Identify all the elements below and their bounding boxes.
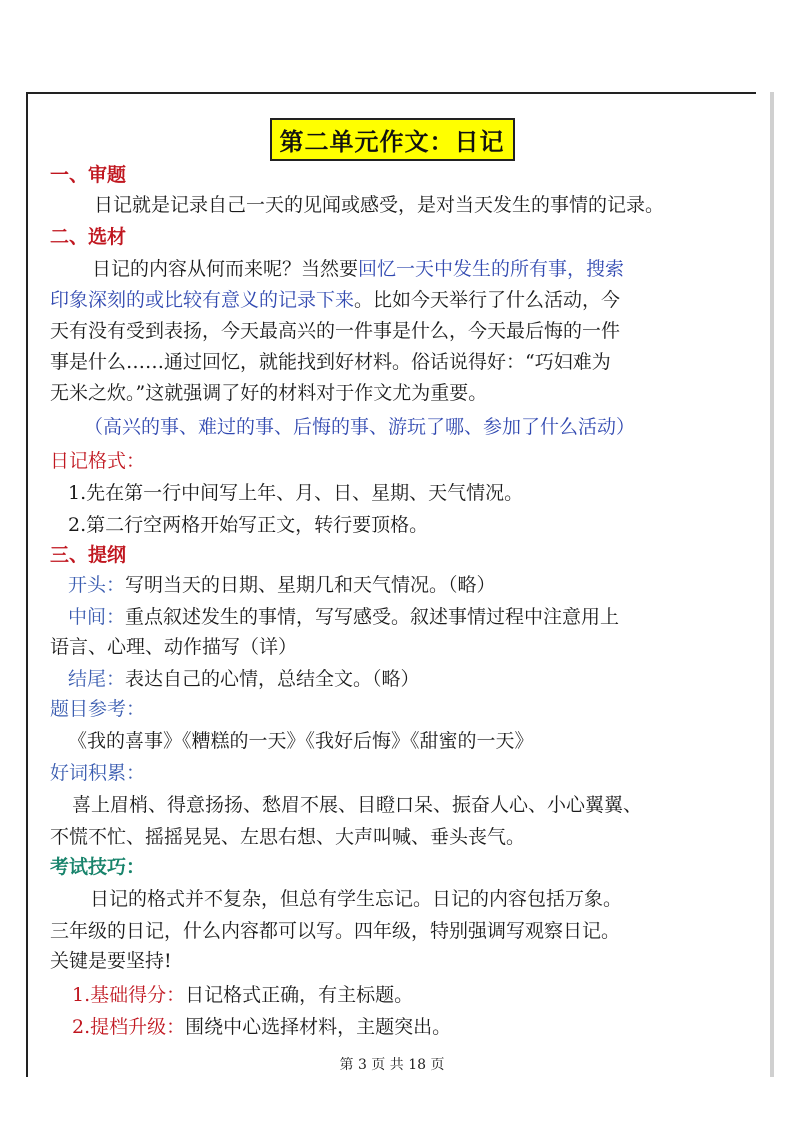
para-xuancai-2 [50, 285, 750, 315]
section-heading-1 [50, 160, 750, 190]
end-text: 表达自己的心情，总结全文。（略） [125, 668, 420, 690]
tips-para-3: 关键是要坚持! [50, 950, 172, 972]
tips-para-2: 三年级的日记，什么内容都可以写。四年级，特别强调写观察日记。 [50, 920, 621, 942]
highlight-span: 回忆一天中发生的所有事，搜索 [358, 258, 625, 280]
heading-shenti: 一、审题 [50, 164, 127, 186]
text-span: 日记的内容从何而来呢？当然要 [92, 258, 359, 280]
tip-item-1 [72, 980, 772, 1010]
document-page [26, 92, 756, 1077]
tip2-text: 围绕中心选择材料，主题突出。 [185, 1016, 452, 1038]
title-wrap [28, 118, 756, 161]
heading-xuancai: 二、选材 [50, 226, 127, 248]
words-label: 好词积累： [50, 762, 146, 784]
mid-text: 重点叙述发生的事情，写写感受。叙述事情过程中注意用上 [125, 606, 620, 628]
outline-open [68, 570, 768, 600]
mid-label: 中间： [68, 606, 126, 628]
section-heading-2 [50, 222, 750, 252]
page-edge-shadow [770, 92, 774, 1077]
examples-line: （高兴的事、难过的事、后悔的事、游玩了哪、参加了什么活动） [84, 416, 636, 438]
outline-mid [68, 602, 768, 632]
section-heading-3 [50, 540, 750, 570]
outline-mid-2: 语言、心理、动作描写（详） [50, 636, 298, 658]
format-label-line [50, 446, 750, 476]
format-item-1: 1.先在第一行中间写上年、月、日、星期、天气情况。 [68, 482, 524, 504]
tip2-label: 2.提档升级： [72, 1016, 186, 1038]
topics-label: 题目参考： [50, 698, 146, 720]
tips-label: 考试技巧： [50, 856, 146, 878]
highlight-span: 印象深刻的或比较有意义的记录下来 [50, 289, 355, 311]
heading-tigang: 三、提纲 [50, 544, 127, 566]
para-shenti: 日记就是记录自己一天的见闻或感受，是对当天发生的事情的记录。 [94, 194, 665, 216]
page-title: 第二单元作文：日记 [270, 118, 515, 161]
end-label: 结尾： [68, 668, 126, 690]
tips-para-1: 日记的格式并不复杂，但总有学生忘记。日记的内容包括万象。 [90, 888, 623, 910]
format-label: 日记格式： [50, 450, 146, 472]
para-xuancai-3: 天有没有受到表扬，今天最高兴的一件事是什么，今天最后悔的一件 [50, 320, 621, 342]
words-line-1: 喜上眉梢、得意扬扬、愁眉不展、目瞪口呆、振奋人心、小心翼翼、 [72, 794, 643, 816]
tip1-label: 1.基础得分： [72, 984, 186, 1006]
tip-item-2 [72, 1012, 772, 1042]
words-line-2: 不慌不忙、摇摇晃晃、左思右想、大声叫喊、垂头丧气。 [50, 826, 526, 848]
topics-label-line [50, 694, 750, 724]
open-label: 开头： [68, 574, 126, 596]
tips-label-line [50, 852, 750, 882]
text-span: 。比如今天举行了什么活动，今 [354, 289, 621, 311]
format-item-2: 2.第二行空两格开始写正文，转行要顶格。 [68, 514, 429, 536]
topics-text: 《我的喜事》《糟糕的一天》《我好后悔》《甜蜜的一天》 [68, 730, 534, 752]
outline-end [68, 664, 768, 694]
para-xuancai-5: 无米之炊。”这就强调了好的材料对于作文尤为重要。 [50, 382, 488, 404]
open-text: 写明当天的日期、星期几和天气情况。（略） [125, 574, 496, 596]
words-label-line [50, 758, 750, 788]
tip1-text: 日记格式正确，有主标题。 [185, 984, 414, 1006]
page-footer: 第 3 页 共 18 页 [339, 1057, 445, 1073]
para-xuancai-4: 事是什么……通过回忆，就能找到好材料。俗话说得好：“巧妇难为 [50, 351, 611, 373]
para-xuancai-1 [92, 254, 792, 284]
